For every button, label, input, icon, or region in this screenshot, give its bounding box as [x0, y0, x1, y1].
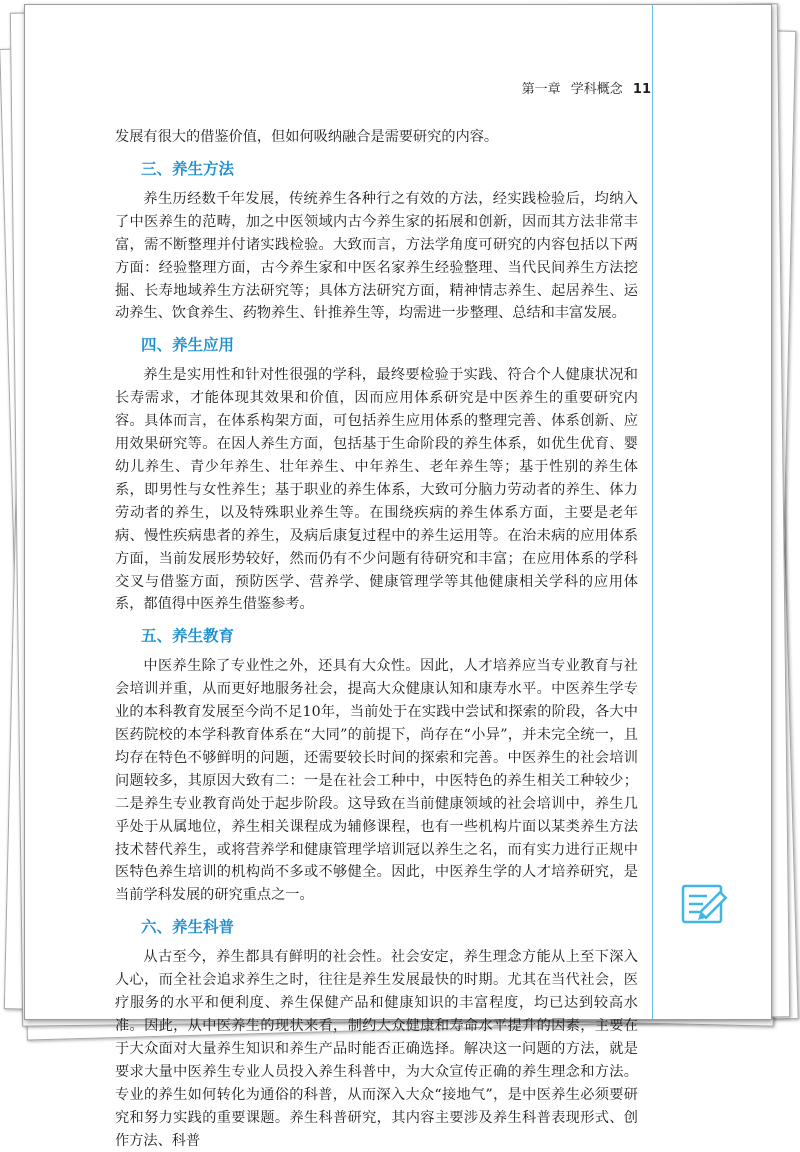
paragraph: 养生历经数千年发展，传统养生各种行之有效的方法，经实践检验后，均纳入了中医养生的范畴，加之中医领域内古今养生家的拓展和创新，因而其方法非常丰富，需不断整理并付诸实践检验。大致而言，方法学角度可研究的内容包括以下两方面：经验整理方面，古今养生家和中医名家养生经验整理、当代民间养生方法挖掘、长寿地域养生方法研究等；具体方法研究方面，精神情志养生、起居养生、运动养生、饮食养生、药物养生、针推养生等，均需进一步整理、总结和丰富发展。	[115, 190, 638, 322]
page-number: 11	[632, 82, 651, 97]
paragraph: 从古至今，养生都具有鲜明的社会性。社会安定，养生理念方能从上至下深入人心，而全社会追求养生之时，往往是养生发展最快的时期。尤其在当代社会，医疗服务的水平和便利度、养生保健产品和健康知识的丰富程度，均已达到较高水准。因此，从中医养生的现状来看，制约大众健康和寿命水平提升的因素，主要在于大众面对大量养生知识和养生产品时能否正确选择。解决这一问题的方法，就是要求大量中医养生专业人员投入养生科普中，为大众宣传正确的养生理念和方法。专业的养生如何转化为通俗的科普，从而深入大众“接地气”，是中医养生必须要研究和努力实践的重要课题。养生科普研究，其内容主要涉及养生科普表现形式、创作方法、科普	[115, 949, 638, 1149]
document-page	[24, 4, 772, 1149]
header-chapter: 第一章	[521, 82, 561, 97]
margin-line	[652, 5, 653, 1019]
page-body	[115, 126, 638, 1152]
paragraph: 养生是实用性和针对性很强的学科，最终要检验于实践、符合个人健康状况和长寿需求，才能体现其效果和价值，因而应用体系研究是中医养生的重要研究内容。具体而言，在体系构架方面，可包括养生应用体系的整理完善、体系创新、应用效果研究等。在因人养生方面，包括基于生命阶段的养生体系，如优生优育、婴幼儿养生、青少年养生、壮年养生、中年养生、老年养生等；基于性别的养生体系，即男性与女性养生；基于职业的养生体系，大致可分脑力劳动者的养生、体力劳动者的养生，以及特殊职业养生等。在围绕疾病的养生体系方面，主要是老年病、慢性疾病患者的养生，及病后康复过程中的养生运用等。在治未病的应用体系方面，当前发展形势较好，然而仍有不少问题有待研究和丰富；在应用体系的学科交叉与借鉴方面，预防医学、营养学、健康管理学等其他健康相关学科的应用体系，都值得中医养生借鉴参考。	[115, 367, 638, 613]
running-header	[522, 78, 651, 97]
section-heading-methods: 三、养生方法	[141, 159, 235, 178]
section-heading-popularization: 六、养生科普	[141, 918, 235, 937]
intro-paragraph: 发展有很大的借鉴价值，但如何吸纳融合是需要研究的内容。	[115, 129, 499, 145]
notepad-pencil-icon	[677, 877, 733, 929]
section-heading-education: 五、养生教育	[141, 627, 235, 646]
section-heading-application: 四、养生应用	[141, 336, 235, 355]
header-section: 学科概念	[570, 82, 623, 97]
paragraph: 中医养生除了专业性之外，还具有大众性。因此，人才培养应当专业教育与社会培训并重，从而更好地服务社会，提高大众健康认知和康寿水平。中医养生学专业的本科教育发展至今尚不足10年，当前处于在实践中尝试和探索的阶段，各大中医药院校的本学科教育体系在“大同”的前提下，尚存在“小异”，并未完全统一，且均存在特色不够鲜明的问题，还需要较长时间的探索和完善。中医养生的社会培训问题较多，其原因大致有二：一是在社会工种中，中医特色的养生相关工种较少；二是养生专业教育尚处于起步阶段。这导致在当前健康领域的社会培训中，养生几乎处于从属地位，养生相关课程成为辅修课程，也有一些机构片面以某类养生方法技术替代养生，或将营养学和健康管理学培训冠以养生之名，而有实力进行正规中医特色养生培训的机构尚不多或不够健全。因此，中医养生学的人才培养研究，是当前学科发展的研究重点之一。	[115, 658, 638, 904]
